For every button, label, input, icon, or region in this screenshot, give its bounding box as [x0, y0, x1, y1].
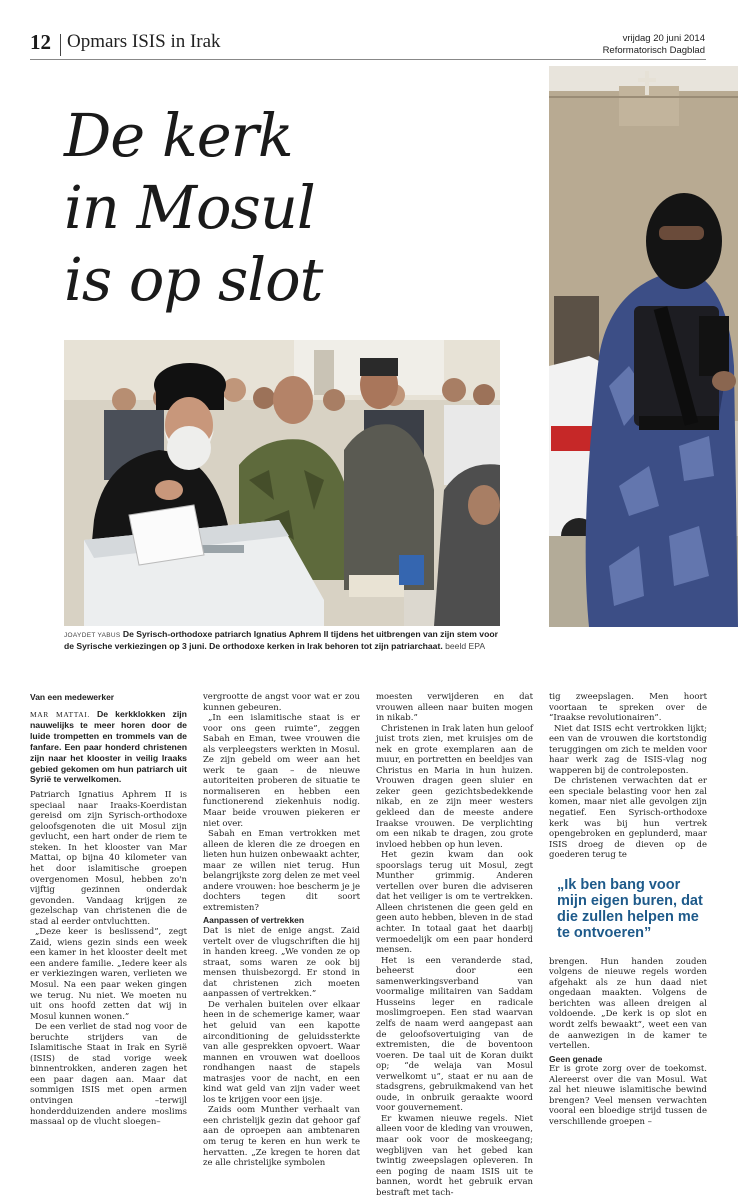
paragraph: Er is grote zorg over de toekomst. Alereerst over die van Mosul. Wat zal het nieuwe islamitische bewind brengen? Veel mensen verwachten vooral een bloedige strijd tussen de verschillende groepen – — [549, 1064, 707, 1127]
article-column-4 — [549, 692, 707, 1128]
article-column-2 — [203, 692, 360, 1169]
issue-date: vrijdag 20 juni 2014 — [622, 33, 705, 44]
paragraph: Het gezin kwam dan ook spoorslags terug uit Mosul, zegt Munther grimmig. Anderen vertellen over buren die adviseren dat het veiliger is om te vertrekken. Alleen christenen die geen geld en geen auto hebben, bleven in de stad achter. In totaal gaat het daarbij vermoedelijk om een paar honderd mensen. — [376, 850, 533, 956]
paragraph: tig zweepslagen. Men hoort voortaan te spreken over de “Iraakse revolutionairen”. — [549, 692, 707, 724]
paragraph: Christenen in Irak laten hun geloof juist trots zien, met kruisjes om de nek en grote exemplaren aan de muur, en portretten en beeldjes van Christus en Maria in hun huizen. Vrouwen dragen geen sluier en zeker geen gezichtsbedekkende nikab, en ze zijn meer westers gekleed dan de meeste andere Iraakse vrouwen. De verplichting om een nikab te dragen, zou grote invloed hebben op hun leven. — [376, 723, 533, 850]
article-column-3 — [376, 692, 533, 1198]
intro-text: De kerkklokken zijn nauwelijks te meer horen door de luide trompetten en trommels van de fanfare. Een paar honderd christenen zijn naar het klooster in veilig Iraaks gebied gekomen om hun patriarch uit Syrië te verwelkomen. — [30, 708, 187, 785]
paragraph: Patriarch Ignatius Aphrem II is speciaal naar Iraaks-Koerdistan gereisd om zijn Syrisch-orthodoxe geloofsgenoten die uit Mosul zijn gevlucht, een hart onder de riem te steken. In het klooster van Mar Mattai, op bijna 40 kilometer van het door islamitische groepen overgenomen Mosul, hebben zo'n vijftig gezinnen onderdak gevonden. Vandaag krijgen ze gezelschap van christenen die de stad al eerder ontvluchtten. — [30, 790, 187, 927]
headline — [64, 100, 322, 316]
paragraph: Er kwamen nieuwe regels. Niet alleen voor de kleding van vrouwen, maar ook voor de moskeegang; wegblijven van het gebed kan twintig zweepslagen opleveren. In een poging de naam ISIS uit te bannen, wordt het gebruik ervan bestraft met tach- — [376, 1113, 533, 1198]
headline-line-1: De kerk — [64, 101, 293, 170]
article-column-1 — [30, 692, 187, 1128]
subheading: Geen genade — [549, 1053, 603, 1064]
pull-quote: „Ik ben bang voor mijn eigen buren, dat die zullen helpen me te ontvoeren” — [557, 876, 703, 941]
paragraph: vergrootte de angst voor wat er zou kunnen gebeuren. — [203, 692, 360, 713]
paragraph: De christenen verwachten dat er een speciale belasting voor hen zal komen, maar niet alle gevolgen zijn negatief. Een Syrisch-orthodoxe kerk was bij hun vertrek opengebroken en geplunderd, maar ISIS droeg de dieven op de goederen terug te — [549, 776, 707, 861]
header-rule — [30, 59, 706, 60]
publication-name: Reformatorisch Dagblad — [602, 45, 705, 56]
paragraph: brengen. Hun handen zouden volgens de nieuwe regels worden afgehakt als ze hun daad niet ongedaan maakten. Volgens de berichten was alleen dreigen al voldoende. „De kerk is op slot en wordt zelfs bewaakt”, weet een van de aanwezigen in de kamer te vertellen. — [549, 956, 707, 1052]
paragraph: „In een islamitische staat is er voor ons geen ruimte”, zeggen Sabah en Eman, twee vrouwen die als verpleegsters werkten in Mosul. Ze zijn gebeld om weer aan het werk te gaan – de nieuwe autoriteiten proberen de situatie te normaliseren en hebben een functionerend ziekenhuis nodig. Maar beide vrouwen piekeren er niet over. — [203, 713, 360, 829]
paragraph: moesten verwijderen en dat vrouwen alleen naar buiten mogen in nikab.” — [376, 692, 533, 724]
headline-line-3: is op slot — [64, 245, 323, 314]
paragraph: De verhalen buitelen over elkaar heen in de schemerige kamer, waar het geluid van een kapotte airconditioning de geluidssterkte van alle gesprekken opvoert. Waar mannen en vrouwen wat doelloos rondhangen naast de stapels matrasjes voor de nacht, en een kind wat geld van zijn vader weet los te krijgen voor een ijsje. — [203, 999, 360, 1105]
dateline-place: MAR MATTAI. — [30, 709, 90, 719]
header-divider — [60, 34, 61, 56]
paragraph: De een verliet de stad nog voor de beruchte strijders van de Islamitische Staat in Irak en Syrië (ISIS) de stad vorige week binnentrokken, anderen zagen het een paar dagen aan. Maar dat sommigen ISIS met open armen ontvingen –terwijl honderdduizenden andere moslims massaal op de vlucht sloegen– — [30, 1022, 187, 1128]
armed-guard-image — [549, 66, 738, 627]
main-photo — [64, 340, 500, 626]
paragraph: Sabah en Eman vertrokken met alleen de kleren die ze droegen en lieten hun huizen onbewaakt achter, maar ze willen niet terug. Hun belangrijkste zorg delen ze met veel andere vrouwen: hoe bescherm je je dochters tegen dit soort extremisten? — [203, 829, 360, 913]
section-title: Opmars ISIS in Irak — [67, 31, 221, 52]
paragraph: Dat is niet de enige angst. Zaid vertelt over de vlugschriften die hij in handen kreeg. „We vonden ze op straat, soms waren ze ook bij mensen thuisbezorgd. Er stond in dat christenen zich moeten aanpassen of vertrekken.” — [203, 926, 360, 1000]
photo-caption — [64, 629, 500, 652]
page-number: 12 — [30, 30, 51, 54]
caption-credit-right: beeld EPA — [445, 641, 486, 651]
byline: Van een medewerker — [30, 692, 115, 702]
caption-text: De Syrisch-orthodoxe patriarch Ignatius Aphrem II tijdens het uitbrengen van zijn stem voor de Syrische verkiezingen op 3 juni. De orthodoxe kerken in Irak behoren tot zijn patriarchaat. — [64, 629, 498, 651]
paragraph: „Deze keer is beslissend”, zegt Zaid, wiens gezin sinds een week een kamer in het klooster deelt met een andere familie. „Iedere keer als er verkiezingen waren, verlieten we Mosul. Na een paar weken gingen we terug. Nu niet. We moeten nu uit ons hoofd zetten dat wij in Mosul kunnen wonen.” — [30, 927, 187, 1022]
headline-line-2: in Mosul — [64, 173, 315, 242]
caption-credit-left: JOAYDET YABUS — [64, 632, 121, 639]
article-intro — [30, 709, 187, 786]
side-photo — [549, 66, 738, 627]
paragraph: Zaids oom Munther verhaalt van een christelijk gezin dat gehoor gaf aan de oproepen aan ambtenaren om terug te keren en hun werk te hervatten. „Ze kregen te horen dat ze alle christelijke symbolen — [203, 1105, 360, 1169]
paragraph: Niet dat ISIS echt vertrokken lijkt; een van de vrouwen die kortstondig teruggingen om zich te melden voor haar werk zag de ISIS-vlag nog wapperen bij de controleposten. — [549, 723, 707, 776]
subheading: Aanpassen of vertrekken — [203, 915, 305, 926]
voting-scene-image — [64, 340, 500, 626]
header-date — [603, 33, 705, 57]
paragraph: Het is een veranderde stad, beheerst door een samenwerkingsverband van voormalige militairen van Saddam Husseins leger en radicale moslimgroepen. Een stad waarvan zelfs de naam werd aangepast aan de geloofsovertuiging van de extremisten, die de boventoon voeren. De taal uit de Koran duikt op; “de welaja van Mosul verwelkomt u”, staat er nu aan de stadsgrens, gebruikmakend van het oude, in onbruik geraakte woord voor gouvernement. — [376, 955, 533, 1114]
